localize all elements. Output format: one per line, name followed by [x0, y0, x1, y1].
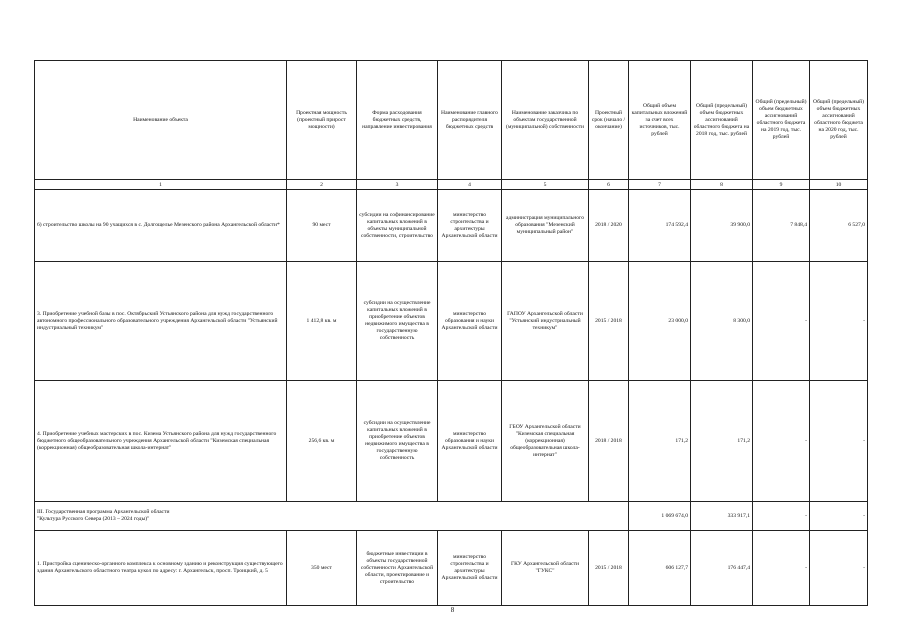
customer: администрация муниципального образования "Мезенский муниципальный район"	[502, 190, 589, 262]
customer: ГКУ Архангельской области "ГУКС"	[502, 531, 589, 606]
object-name: 6) строительство школы на 90 учащихся в с. Долгощелье Мезенского района Архангельской области*	[35, 190, 287, 262]
header-2019: Общий (предельный) объем бюджетных ассигнований областного бюджета на 2019 год, тыс. рублей	[753, 61, 810, 180]
table-row	[35, 381, 868, 502]
header-term: Проектный срок (начало / окончание)	[589, 61, 629, 180]
column-numbers-row	[35, 180, 868, 190]
capacity: 90 мест	[287, 190, 357, 262]
total-amount: 606 127,7	[629, 531, 691, 606]
total-amount: 174 592,4	[629, 190, 691, 262]
capacity: 350 мест	[287, 531, 357, 606]
table-row	[35, 262, 868, 381]
funding-form: субсидии на осуществление капитальных вложений в приобретение объектов недвижимого имущества в государственную собственность	[357, 262, 438, 381]
section-row	[35, 502, 868, 531]
section-title	[35, 502, 629, 531]
amount-2020: -	[810, 262, 868, 381]
table-row	[35, 190, 868, 262]
amount-2020: 6 527,0	[810, 190, 868, 262]
object-name: 1. Пристройка сценическо-органного комплекса к основному зданию и реконструкция существующего здания Архангельского областного театра кукол по адресу: г. Архангельск, просп. Троицкий, д. 5	[35, 531, 287, 606]
budget-manager: министерство строительства и архитектуры Архангельской области	[438, 531, 502, 606]
amount-2018: 171,2	[691, 381, 753, 502]
col-number: 1	[35, 180, 287, 190]
header-total: Общий объем капитальных вложений за счет всех источников, тыс. рублей	[629, 61, 691, 180]
col-number: 8	[691, 180, 753, 190]
col-number: 4	[438, 180, 502, 190]
budget-table	[34, 60, 868, 606]
page-number: 8	[450, 606, 455, 614]
section-total: 1 069 674,0	[629, 502, 691, 531]
section-2018: 333 917,1	[691, 502, 753, 531]
amount-2020: -	[810, 531, 868, 606]
amount-2019: 7 848,4	[753, 190, 810, 262]
amount-2020: -	[810, 381, 868, 502]
section-title-line1: III. Государственная программа Архангельской области	[37, 509, 170, 515]
term: 2018 / 2020	[589, 190, 629, 262]
col-number: 2	[287, 180, 357, 190]
customer: ГАПОУ Архангельской области "Устьянский индустриальный техникум"	[502, 262, 589, 381]
amount-2018: 176 447,4	[691, 531, 753, 606]
term: 2018 / 2018	[589, 381, 629, 502]
capacity: 1 412,8 кв. м	[287, 262, 357, 381]
col-number: 9	[753, 180, 810, 190]
amount-2018: 39 900,0	[691, 190, 753, 262]
funding-form: субсидии на софинансирование капитальных вложений в объекты муниципальной собственности, строительство	[357, 190, 438, 262]
col-number: 7	[629, 180, 691, 190]
budget-manager: министерство образования и науки Архангельской области	[438, 381, 502, 502]
budget-manager: министерство строительства и архитектуры Архангельской области	[438, 190, 502, 262]
header-manager: Наименование главного распорядителя бюджетных средств	[438, 61, 502, 180]
total-amount: 23 000,0	[629, 262, 691, 381]
section-2020: -	[810, 502, 868, 531]
header-row	[35, 61, 868, 180]
term: 2015 / 2018	[589, 262, 629, 381]
section-title-line2: "Культура Русского Севера (2013 – 2024 годы)"	[37, 516, 150, 522]
term: 2015 / 2018	[589, 531, 629, 606]
header-2018: Общий (предельный) объем бюджетных ассигнований областного бюджета на 2018 год, тыс. рублей	[691, 61, 753, 180]
amount-2018: 8 300,0	[691, 262, 753, 381]
budget-manager: министерство образования и науки Архангельской области	[438, 262, 502, 381]
header-object-name: Наименование объекта	[35, 61, 287, 180]
header-capacity: Проектная мощность (проектный прирост мощности)	[287, 61, 357, 180]
amount-2019: -	[753, 381, 810, 502]
customer: ГБОУ Архангельской области "Киземская специальная (коррекционная) общеобразовательная школа-интернат"	[502, 381, 589, 502]
capacity: 256,6 кв. м	[287, 381, 357, 502]
col-number: 5	[502, 180, 589, 190]
col-number: 6	[589, 180, 629, 190]
funding-form: субсидии на осуществление капитальных вложений в приобретение объектов недвижимого имущества в государственную собственность	[357, 381, 438, 502]
col-number: 3	[357, 180, 438, 190]
table-row	[35, 531, 868, 606]
header-customer: Наименование заказчика по объектам государственной (муниципальной) собственности	[502, 61, 589, 180]
object-name: 4. Приобретение учебных мастерских в пос. Кизема Устьянского района для нужд государственного бюджетного общеобразовательного учреждения Архангельской области "Киземская специальная (коррекционная) общеобразовательная школа-интернат"	[35, 381, 287, 502]
header-form: Форма расходования бюджетных средств, направление инвестирования	[357, 61, 438, 180]
amount-2019: -	[753, 262, 810, 381]
amount-2019: -	[753, 531, 810, 606]
total-amount: 171,2	[629, 381, 691, 502]
funding-form: бюджетные инвестиции в объекты государственной собственности Архангельской области, проектирование и строительство	[357, 531, 438, 606]
header-2020: Общий (предельный) объем бюджетных ассигнований областного бюджета на 2020 год, тыс. рублей	[810, 61, 868, 180]
section-2019: -	[753, 502, 810, 531]
col-number: 10	[810, 180, 868, 190]
object-name: 3. Приобретение учебной базы в пос. Октябрьский Устьянского района для нужд государственного автономного профессионального образовательного учреждения Архангельской области "Устьянский индустриальный техникум"	[35, 262, 287, 381]
